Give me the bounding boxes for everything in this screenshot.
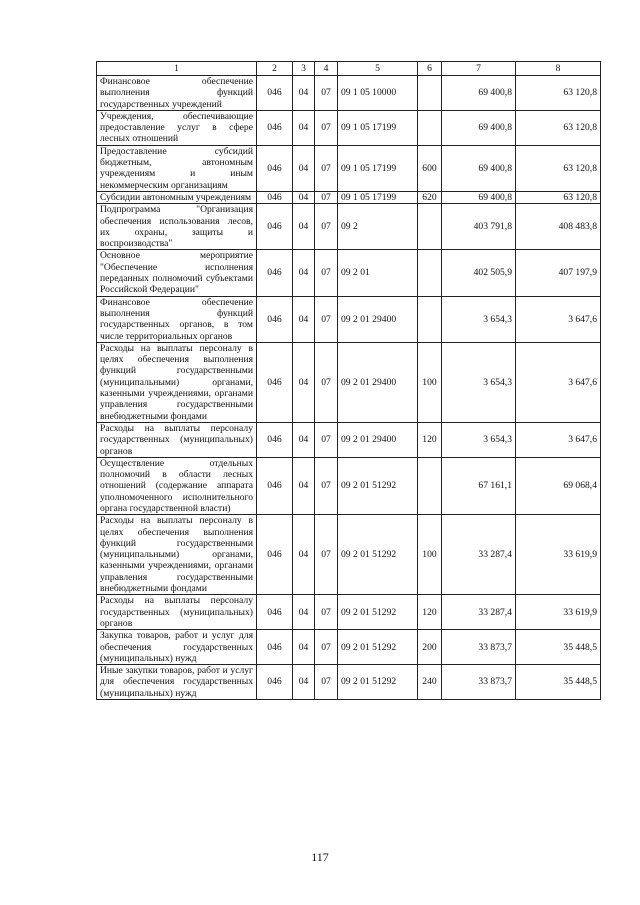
cell-subsection: 07 — [315, 595, 338, 630]
table-row — [97, 342, 601, 422]
page-number: 117 — [311, 850, 329, 864]
cell-subsection: 07 — [315, 422, 338, 457]
cell-expense-type: 600 — [418, 145, 442, 191]
table-row — [97, 204, 601, 250]
cell-name: Финансовое обеспечение выполнения функций государственных органов, в том числе территориальных органов — [97, 296, 257, 342]
cell-subsection: 07 — [315, 110, 338, 145]
cell-ministry-code: 046 — [257, 191, 293, 203]
cell-target-article: 09 1 05 17199 — [338, 191, 418, 203]
cell-target-article: 09 2 01 51292 — [338, 515, 418, 595]
column-header: 7 — [442, 62, 516, 76]
cell-ministry-code: 046 — [257, 595, 293, 630]
cell-subsection: 07 — [315, 630, 338, 665]
cell-target-article: 09 2 01 — [338, 250, 418, 296]
cell-subsection: 07 — [315, 76, 338, 111]
cell-target-article: 09 2 01 51292 — [338, 630, 418, 665]
cell-target-article: 09 2 01 51292 — [338, 665, 418, 700]
cell-amount-col7: 69 400,8 — [442, 191, 516, 203]
cell-amount-col7: 67 161,1 — [442, 457, 516, 514]
cell-ministry-code: 046 — [257, 342, 293, 422]
cell-amount-col7: 33 873,7 — [442, 665, 516, 700]
cell-target-article: 09 2 01 51292 — [338, 595, 418, 630]
cell-ministry-code: 046 — [257, 76, 293, 111]
column-header: 6 — [418, 62, 442, 76]
cell-target-article: 09 1 05 10000 — [338, 76, 418, 111]
cell-amount-col8: 408 483,8 — [516, 204, 601, 250]
cell-name: Предоставление субсидий бюджетным, автономным учреждениям и иным некоммерческим организациям — [97, 145, 257, 191]
cell-expense-type: 100 — [418, 515, 442, 595]
table-row — [97, 665, 601, 700]
cell-name: Расходы на выплаты персоналу в целях обеспечения выполнения функций государственными (муниципальными) органами, казенными учреждениями, органами управления государственными внебюджетными фондами — [97, 342, 257, 422]
cell-section: 04 — [293, 204, 315, 250]
column-header: 2 — [257, 62, 293, 76]
cell-section: 04 — [293, 110, 315, 145]
cell-amount-col7: 69 400,8 — [442, 145, 516, 191]
table-row — [97, 296, 601, 342]
cell-expense-type: 200 — [418, 630, 442, 665]
cell-amount-col7: 69 400,8 — [442, 76, 516, 111]
cell-ministry-code: 046 — [257, 457, 293, 514]
cell-section: 04 — [293, 457, 315, 514]
cell-target-article: 09 1 05 17199 — [338, 110, 418, 145]
cell-ministry-code: 046 — [257, 296, 293, 342]
cell-subsection: 07 — [315, 145, 338, 191]
cell-ministry-code: 046 — [257, 250, 293, 296]
cell-name: Учреждения, обеспечивающие предоставление услуг в сфере лесных отношений — [97, 110, 257, 145]
cell-subsection: 07 — [315, 457, 338, 514]
cell-section: 04 — [293, 515, 315, 595]
cell-ministry-code: 046 — [257, 204, 293, 250]
cell-amount-col8: 407 197,9 — [516, 250, 601, 296]
table-body — [97, 76, 601, 700]
cell-name: Расходы на выплаты персоналу государственных (муниципальных) органов — [97, 422, 257, 457]
table-row — [97, 76, 601, 111]
cell-section: 04 — [293, 191, 315, 203]
cell-ministry-code: 046 — [257, 422, 293, 457]
cell-subsection: 07 — [315, 515, 338, 595]
cell-amount-col8: 3 647,6 — [516, 422, 601, 457]
cell-amount-col8: 33 619,9 — [516, 595, 601, 630]
cell-expense-type — [418, 110, 442, 145]
cell-amount-col8: 35 448,5 — [516, 630, 601, 665]
cell-name: Расходы на выплаты персоналу в целях обеспечения выполнения функций государственными (муниципальными) органами, казенными учреждениями, органами управления государственными внебюджетными фондами — [97, 515, 257, 595]
cell-expense-type — [418, 76, 442, 111]
cell-amount-col8: 3 647,6 — [516, 342, 601, 422]
cell-section: 04 — [293, 250, 315, 296]
cell-expense-type: 120 — [418, 422, 442, 457]
cell-expense-type — [418, 250, 442, 296]
cell-amount-col8: 63 120,8 — [516, 110, 601, 145]
column-header: 5 — [338, 62, 418, 76]
cell-subsection: 07 — [315, 250, 338, 296]
cell-ministry-code: 046 — [257, 665, 293, 700]
table-row — [97, 515, 601, 595]
cell-amount-col8: 63 120,8 — [516, 145, 601, 191]
cell-amount-col8: 35 448,5 — [516, 665, 601, 700]
cell-amount-col8: 69 068,4 — [516, 457, 601, 514]
cell-target-article: 09 2 01 29400 — [338, 296, 418, 342]
cell-target-article: 09 1 05 17199 — [338, 145, 418, 191]
cell-name: Подпрограмма "Организация обеспечения использования лесов, их охраны, защиты и воспроизводства" — [97, 204, 257, 250]
cell-expense-type — [418, 296, 442, 342]
cell-amount-col7: 33 287,4 — [442, 515, 516, 595]
cell-name: Основное мероприятие "Обеспечение исполнения переданных полномочий субъектами Российской Федерации" — [97, 250, 257, 296]
column-header: 3 — [293, 62, 315, 76]
cell-expense-type — [418, 204, 442, 250]
cell-subsection: 07 — [315, 204, 338, 250]
cell-section: 04 — [293, 422, 315, 457]
cell-name: Расходы на выплаты персоналу государственных (муниципальных) органов — [97, 595, 257, 630]
cell-section: 04 — [293, 595, 315, 630]
cell-amount-col8: 63 120,8 — [516, 191, 601, 203]
cell-section: 04 — [293, 296, 315, 342]
column-header: 4 — [315, 62, 338, 76]
table-row — [97, 595, 601, 630]
column-header: 8 — [516, 62, 601, 76]
cell-amount-col7: 403 791,8 — [442, 204, 516, 250]
cell-target-article: 09 2 01 51292 — [338, 457, 418, 514]
cell-expense-type: 120 — [418, 595, 442, 630]
cell-amount-col7: 402 505,9 — [442, 250, 516, 296]
cell-expense-type: 100 — [418, 342, 442, 422]
cell-amount-col8: 63 120,8 — [516, 76, 601, 111]
cell-ministry-code: 046 — [257, 515, 293, 595]
cell-subsection: 07 — [315, 191, 338, 203]
cell-expense-type: 620 — [418, 191, 442, 203]
cell-amount-col7: 33 873,7 — [442, 630, 516, 665]
table-row — [97, 422, 601, 457]
cell-ministry-code: 046 — [257, 630, 293, 665]
cell-ministry-code: 046 — [257, 145, 293, 191]
column-header: 1 — [97, 62, 257, 76]
cell-section: 04 — [293, 630, 315, 665]
cell-amount-col7: 3 654,3 — [442, 296, 516, 342]
table-row — [97, 191, 601, 203]
cell-section: 04 — [293, 342, 315, 422]
cell-name: Субсидии автономным учреждениям — [97, 191, 257, 203]
cell-amount-col7: 69 400,8 — [442, 110, 516, 145]
cell-amount-col7: 33 287,4 — [442, 595, 516, 630]
table-row — [97, 110, 601, 145]
cell-expense-type: 240 — [418, 665, 442, 700]
table-row — [97, 457, 601, 514]
table-row — [97, 145, 601, 191]
cell-expense-type — [418, 457, 442, 514]
cell-name: Иные закупки товаров, работ и услуг для обеспечения государственных (муниципальных) нужд — [97, 665, 257, 700]
cell-subsection: 07 — [315, 342, 338, 422]
cell-subsection: 07 — [315, 296, 338, 342]
cell-subsection: 07 — [315, 665, 338, 700]
cell-name: Финансовое обеспечение выполнения функций государственных учреждений — [97, 76, 257, 111]
cell-target-article: 09 2 01 29400 — [338, 422, 418, 457]
cell-target-article: 09 2 — [338, 204, 418, 250]
cell-amount-col8: 33 619,9 — [516, 515, 601, 595]
cell-section: 04 — [293, 145, 315, 191]
table-row — [97, 630, 601, 665]
cell-amount-col7: 3 654,3 — [442, 342, 516, 422]
cell-amount-col7: 3 654,3 — [442, 422, 516, 457]
cell-name: Закупка товаров, работ и услуг для обеспечения государственных (муниципальных) нужд — [97, 630, 257, 665]
header-row — [97, 62, 601, 76]
cell-target-article: 09 2 01 29400 — [338, 342, 418, 422]
budget-table — [96, 61, 601, 700]
table-row — [97, 250, 601, 296]
cell-name: Осуществление отдельных полномочий в области лесных отношений (содержание аппарата уполномоченного исполнительного органа государственной власти) — [97, 457, 257, 514]
cell-section: 04 — [293, 665, 315, 700]
cell-section: 04 — [293, 76, 315, 111]
cell-amount-col8: 3 647,6 — [516, 296, 601, 342]
cell-ministry-code: 046 — [257, 110, 293, 145]
